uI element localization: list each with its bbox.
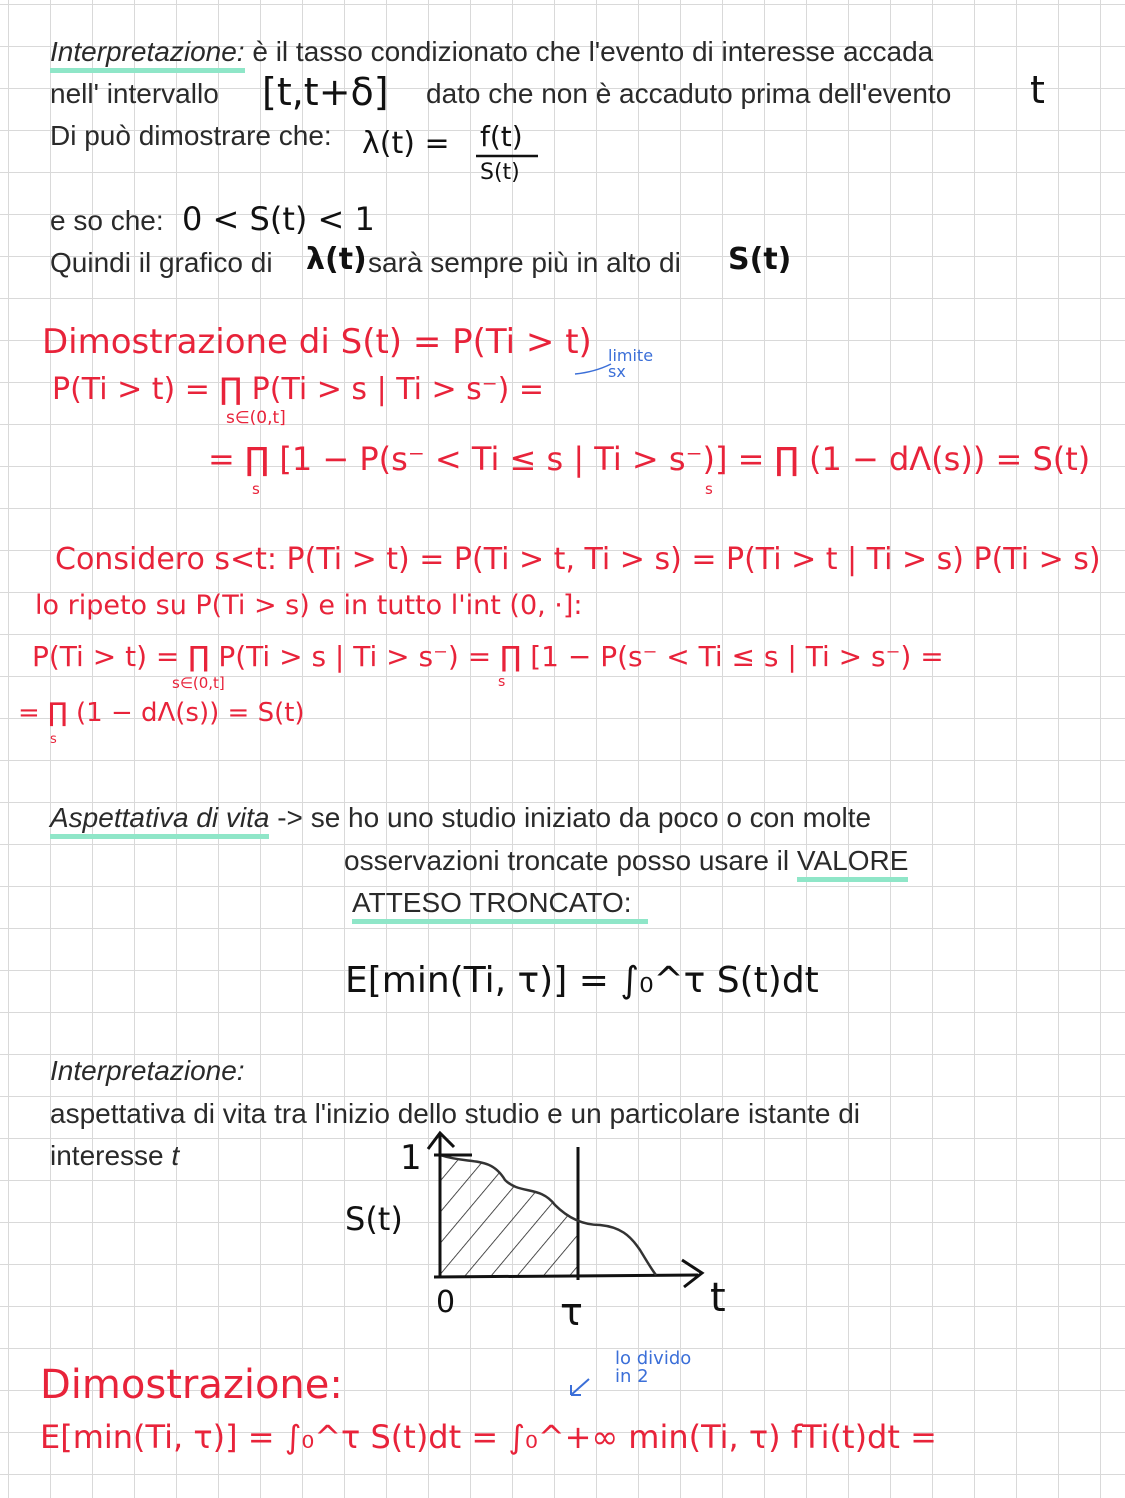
sketch-y-top-label: 1 xyxy=(400,1138,422,1178)
truncated-value-highlight-1: VALORE xyxy=(797,845,909,882)
proof-3-line-1: E[min(Ti, τ)] = ∫₀^τ S(t)dt = ∫₀^+∞ min(Ti, τ) fTi(t)dt = xyxy=(40,1418,937,1456)
proof-3-note: lo divido in 2 xyxy=(615,1348,692,1387)
life-expectancy-label: Aspettativa di vita xyxy=(50,802,269,839)
survival-bounds-formula: 0 < S(t) < 1 xyxy=(182,200,375,238)
hazard-formula-numerator: f(t) xyxy=(480,120,523,153)
proof-2-line-3-subscript-2: s xyxy=(498,674,506,690)
proof-1-title: Dimostrazione di S(t) = P(Ti > t) xyxy=(42,322,592,362)
life-expectancy-text-1: -> se ho uno studio iniziato da poco o con molte xyxy=(269,802,872,833)
life-expectancy-line-3 xyxy=(344,882,648,924)
interpretation-2-text-2: interesse xyxy=(50,1140,172,1171)
interpretation-label: Interpretazione: xyxy=(50,36,245,73)
interval-handwritten: [t,t+δ] xyxy=(262,70,389,114)
proof-2-line-3-subscript: s∈(0,t] xyxy=(172,674,225,692)
interpretation-2-line-1: aspettativa di vita tra l'inizio dello studio e un particolare istante di xyxy=(50,1098,861,1129)
interpretation-text-1: è il tasso condizionato che l'evento di interesse accada xyxy=(244,36,934,67)
proof-1-line-1-subscript: s∈(0,t] xyxy=(226,408,286,428)
note-pointer-line xyxy=(575,360,615,380)
demonstrate-text: Di può dimostrare che: xyxy=(50,120,332,151)
interval-intro-text: nell' intervallo xyxy=(50,78,219,109)
proof-1-line-2: = ∏ [1 − P(s⁻ < Ti ≤ s | Ti > s⁻)] = ∏ (1 − dΛ(s)) = S(t) xyxy=(208,440,1091,478)
hazard-formula-denominator: S(t) xyxy=(480,160,520,185)
proof-2-line-4: = ∏ (1 − dΛ(s)) = S(t) xyxy=(18,698,305,728)
fraction-bar xyxy=(476,154,540,158)
proof-1-line-2-subscript-2: s xyxy=(705,480,713,498)
interpretation-2-label: Interpretazione: xyxy=(50,1055,245,1086)
truncated-expectation-formula: E[min(Ti, τ)] = ∫₀^τ S(t)dt xyxy=(345,960,819,1001)
event-t-handwritten: t xyxy=(1030,68,1045,112)
x-axis xyxy=(434,1275,698,1277)
proof-2-line-4-subscript: s xyxy=(50,732,57,747)
proof-1-line-2-subscript-1: s xyxy=(252,480,260,498)
proof-2-line-3: P(Ti > t) = ∏ P(Ti > s | Ti > s⁻) = ∏ [1 − P(s⁻ < Ti ≤ s | Ti > s⁻) = xyxy=(32,640,944,673)
sketch-tau-label: τ xyxy=(560,1290,583,1334)
interest-t: t xyxy=(171,1140,180,1171)
sketch-origin-label: 0 xyxy=(436,1285,456,1320)
survival-handwritten: S(t) xyxy=(728,242,792,277)
interpretation-line-2 xyxy=(50,73,219,115)
proof-1-line-1: P(Ti > t) = ∏ P(Ti > s | Ti > s⁻) = xyxy=(52,372,544,407)
proof-3-note-arrow xyxy=(565,1375,595,1401)
truncated-value-highlight-2: ATTESO TRONCATO: xyxy=(352,887,648,924)
graph-claim-text-b: sarà sempre più in alto di xyxy=(368,247,681,278)
graph-claim-text-a: Quindi il grafico di xyxy=(50,247,273,278)
life-expectancy-line-1 xyxy=(50,797,871,839)
sketch-y-label: S(t) xyxy=(345,1200,403,1238)
shaded-area xyxy=(440,1155,578,1277)
interval-after-text: dato che non è accaduto prima dell'evento xyxy=(426,78,952,109)
x-axis-arrow xyxy=(682,1260,702,1287)
lambda-handwritten: λ(t) xyxy=(306,242,367,277)
interpretation-line-1 xyxy=(50,31,933,73)
life-expectancy-text-2: osservazioni troncate posso usare il xyxy=(344,845,797,876)
know-that-text: e so che: xyxy=(50,205,164,236)
interpretation-2-line-2 xyxy=(50,1135,179,1177)
hazard-formula-lhs: λ(t) = xyxy=(362,126,450,161)
proof-2-line-2: lo ripeto su P(Ti > s) e in tutto l'int (0, ·]: xyxy=(35,590,583,621)
proof-1-note-limite-sx: limite sx xyxy=(608,346,654,381)
sketch-x-label: t xyxy=(710,1275,726,1321)
proof-2-line-1: Considero s<t: P(Ti > t) = P(Ti > t, Ti > s) = P(Ti > t | Ti > s) P(Ti > s) xyxy=(55,542,1101,577)
proof-3-title: Dimostrazione: xyxy=(40,1362,343,1408)
life-expectancy-line-2 xyxy=(344,840,908,882)
survival-curve-sketch xyxy=(330,1125,750,1355)
